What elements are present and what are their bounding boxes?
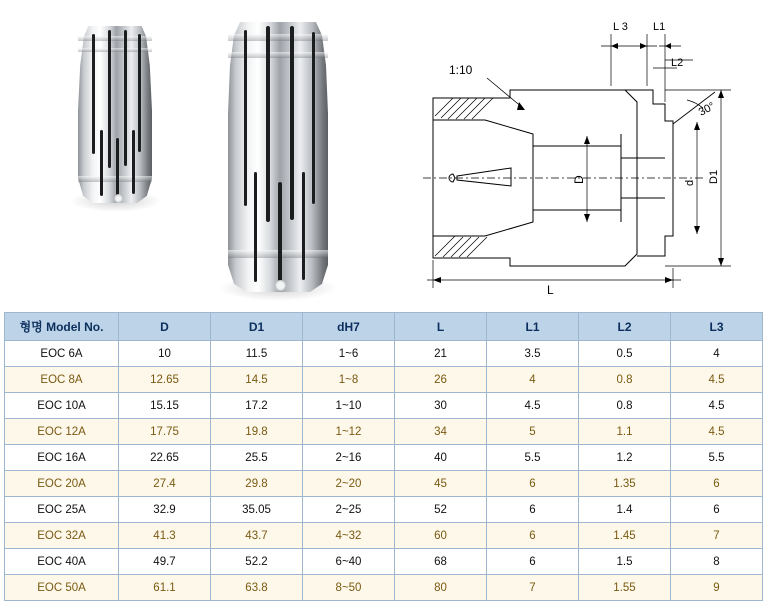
cell-l2: 1.45 xyxy=(579,523,671,549)
cell-l: 68 xyxy=(395,549,487,575)
cell-l: 60 xyxy=(395,523,487,549)
cell-d1: 29.8 xyxy=(211,471,303,497)
cell-l1: 6 xyxy=(487,471,579,497)
cell-l1: 5.5 xyxy=(487,445,579,471)
small-collet-slot-1 xyxy=(92,34,95,154)
cell-l2: 1.35 xyxy=(579,471,671,497)
drawing-label-l3: L 3 xyxy=(613,21,628,33)
collet-cross-section-drawing xyxy=(415,16,755,296)
cell-l: 80 xyxy=(395,575,487,601)
cell-l3: 7 xyxy=(671,523,763,549)
small-collet-body xyxy=(78,26,152,203)
cell-l: 30 xyxy=(395,393,487,419)
cell-l1: 5 xyxy=(487,419,579,445)
small-collet-slot-lower-3 xyxy=(132,130,135,194)
cell-l3: 4.5 xyxy=(671,393,763,419)
specification-table-wrapper xyxy=(4,312,762,601)
cell-d: 12.65 xyxy=(119,367,211,393)
table-header-d1: D1 xyxy=(211,313,303,341)
drawing-label-d-small: d xyxy=(684,179,696,186)
table-header-row xyxy=(5,313,763,341)
cell-l3: 9 xyxy=(671,575,763,601)
large-collet-slot-lower-2 xyxy=(278,182,282,286)
small-collet-slot-2 xyxy=(108,30,111,168)
large-collet-slot-end-hole xyxy=(275,280,286,291)
cell-dh7: 2~20 xyxy=(303,471,395,497)
cell-l1: 6 xyxy=(487,549,579,575)
cell-l3: 4 xyxy=(671,341,763,367)
small-collet-slot-3 xyxy=(124,30,127,166)
cell-d: 61.1 xyxy=(119,575,211,601)
table-header-l2: L2 xyxy=(579,313,671,341)
large-collet-slot-lower-3 xyxy=(302,172,305,280)
cell-l1: 4 xyxy=(487,367,579,393)
cell-d: 32.9 xyxy=(119,497,211,523)
cell-model: EOC 40A xyxy=(5,549,119,575)
table-row xyxy=(5,341,763,367)
cell-l1: 6 xyxy=(487,497,579,523)
small-collet-slot-lower-1 xyxy=(100,130,103,196)
cell-l3: 4.5 xyxy=(671,419,763,445)
drawing-label-taper: 1:10 xyxy=(449,63,473,77)
small-collet-slot-4 xyxy=(138,34,141,152)
collet-specification-table xyxy=(4,312,763,601)
drawing-label-l1: L1 xyxy=(653,21,666,33)
cell-model: EOC 8A xyxy=(5,367,119,393)
cell-l2: 1.2 xyxy=(579,445,671,471)
cell-dh7: 1~10 xyxy=(303,393,395,419)
drawing-label-d: D xyxy=(572,175,586,184)
cell-d: 41.3 xyxy=(119,523,211,549)
cell-d: 15.15 xyxy=(119,393,211,419)
table-row xyxy=(5,575,763,601)
cell-l2: 0.5 xyxy=(579,341,671,367)
cell-d1: 63.8 xyxy=(211,575,303,601)
table-row xyxy=(5,549,763,575)
cell-model: EOC 16A xyxy=(5,445,119,471)
table-header-l: L xyxy=(395,313,487,341)
table-row xyxy=(5,471,763,497)
cell-l3: 6 xyxy=(671,497,763,523)
cell-model: EOC 12A xyxy=(5,419,119,445)
cell-d1: 14.5 xyxy=(211,367,303,393)
cell-l1: 4.5 xyxy=(487,393,579,419)
cell-d1: 43.7 xyxy=(211,523,303,549)
cell-l2: 1.1 xyxy=(579,419,671,445)
cell-model: EOC 50A xyxy=(5,575,119,601)
cell-l1: 3.5 xyxy=(487,341,579,367)
cell-l: 52 xyxy=(395,497,487,523)
cell-d1: 25.5 xyxy=(211,445,303,471)
cell-l: 34 xyxy=(395,419,487,445)
table-row xyxy=(5,497,763,523)
table-header-l3: L3 xyxy=(671,313,763,341)
table-header-model: 형명 Model No. xyxy=(5,313,119,341)
cell-d1: 19.8 xyxy=(211,419,303,445)
large-collet-photo xyxy=(228,22,328,292)
drawing-label-l2: L2 xyxy=(671,57,684,69)
cell-l: 21 xyxy=(395,341,487,367)
cell-l2: 1.5 xyxy=(579,549,671,575)
cell-model: EOC 20A xyxy=(5,471,119,497)
small-collet-slot-lower-2 xyxy=(116,138,119,200)
cell-l2: 1.4 xyxy=(579,497,671,523)
cell-d1: 17.2 xyxy=(211,393,303,419)
table-row xyxy=(5,393,763,419)
table-row xyxy=(5,445,763,471)
cell-l2: 0.8 xyxy=(579,393,671,419)
cell-model: EOC 10A xyxy=(5,393,119,419)
large-collet-slot-3 xyxy=(290,26,294,220)
cell-l3: 6 xyxy=(671,471,763,497)
cell-d: 27.4 xyxy=(119,471,211,497)
large-collet-slot-1 xyxy=(244,30,247,206)
table-row xyxy=(5,523,763,549)
cell-dh7: 4~32 xyxy=(303,523,395,549)
cell-dh7: 2~25 xyxy=(303,497,395,523)
cell-l: 45 xyxy=(395,471,487,497)
small-collet-slot-end-hole xyxy=(114,194,123,203)
cell-d: 22.65 xyxy=(119,445,211,471)
cell-l2: 0.8 xyxy=(579,367,671,393)
cell-d: 10 xyxy=(119,341,211,367)
table-header-d: D xyxy=(119,313,211,341)
cell-l2: 1.55 xyxy=(579,575,671,601)
cell-dh7: 1~6 xyxy=(303,341,395,367)
cell-model: EOC 6A xyxy=(5,341,119,367)
cell-l: 40 xyxy=(395,445,487,471)
cell-dh7: 1~12 xyxy=(303,419,395,445)
drawing-label-l: L xyxy=(547,283,554,296)
cell-d1: 52.2 xyxy=(211,549,303,575)
drawing-label-d1: D1 xyxy=(708,169,720,184)
cell-l1: 6 xyxy=(487,523,579,549)
large-collet-slot-4 xyxy=(312,32,315,204)
cell-l: 26 xyxy=(395,367,487,393)
cell-dh7: 1~8 xyxy=(303,367,395,393)
cell-d: 49.7 xyxy=(119,549,211,575)
cell-d1: 11.5 xyxy=(211,341,303,367)
cell-l3: 4.5 xyxy=(671,367,763,393)
drawing-label-angle: 30° xyxy=(696,100,718,119)
cell-d: 17.75 xyxy=(119,419,211,445)
table-header-dh7: dH7 xyxy=(303,313,395,341)
large-collet-slot-lower-1 xyxy=(254,172,257,282)
small-collet-photo xyxy=(78,26,152,203)
table-row xyxy=(5,419,763,445)
large-collet-slot-2 xyxy=(266,26,270,222)
cell-dh7: 8~50 xyxy=(303,575,395,601)
cell-l3: 5.5 xyxy=(671,445,763,471)
table-header-l1: L1 xyxy=(487,313,579,341)
cell-model: EOC 25A xyxy=(5,497,119,523)
cell-d1: 35.05 xyxy=(211,497,303,523)
cell-model: EOC 32A xyxy=(5,523,119,549)
cell-l1: 7 xyxy=(487,575,579,601)
cell-dh7: 6~40 xyxy=(303,549,395,575)
table-row xyxy=(5,367,763,393)
cell-l3: 8 xyxy=(671,549,763,575)
cell-dh7: 2~16 xyxy=(303,445,395,471)
